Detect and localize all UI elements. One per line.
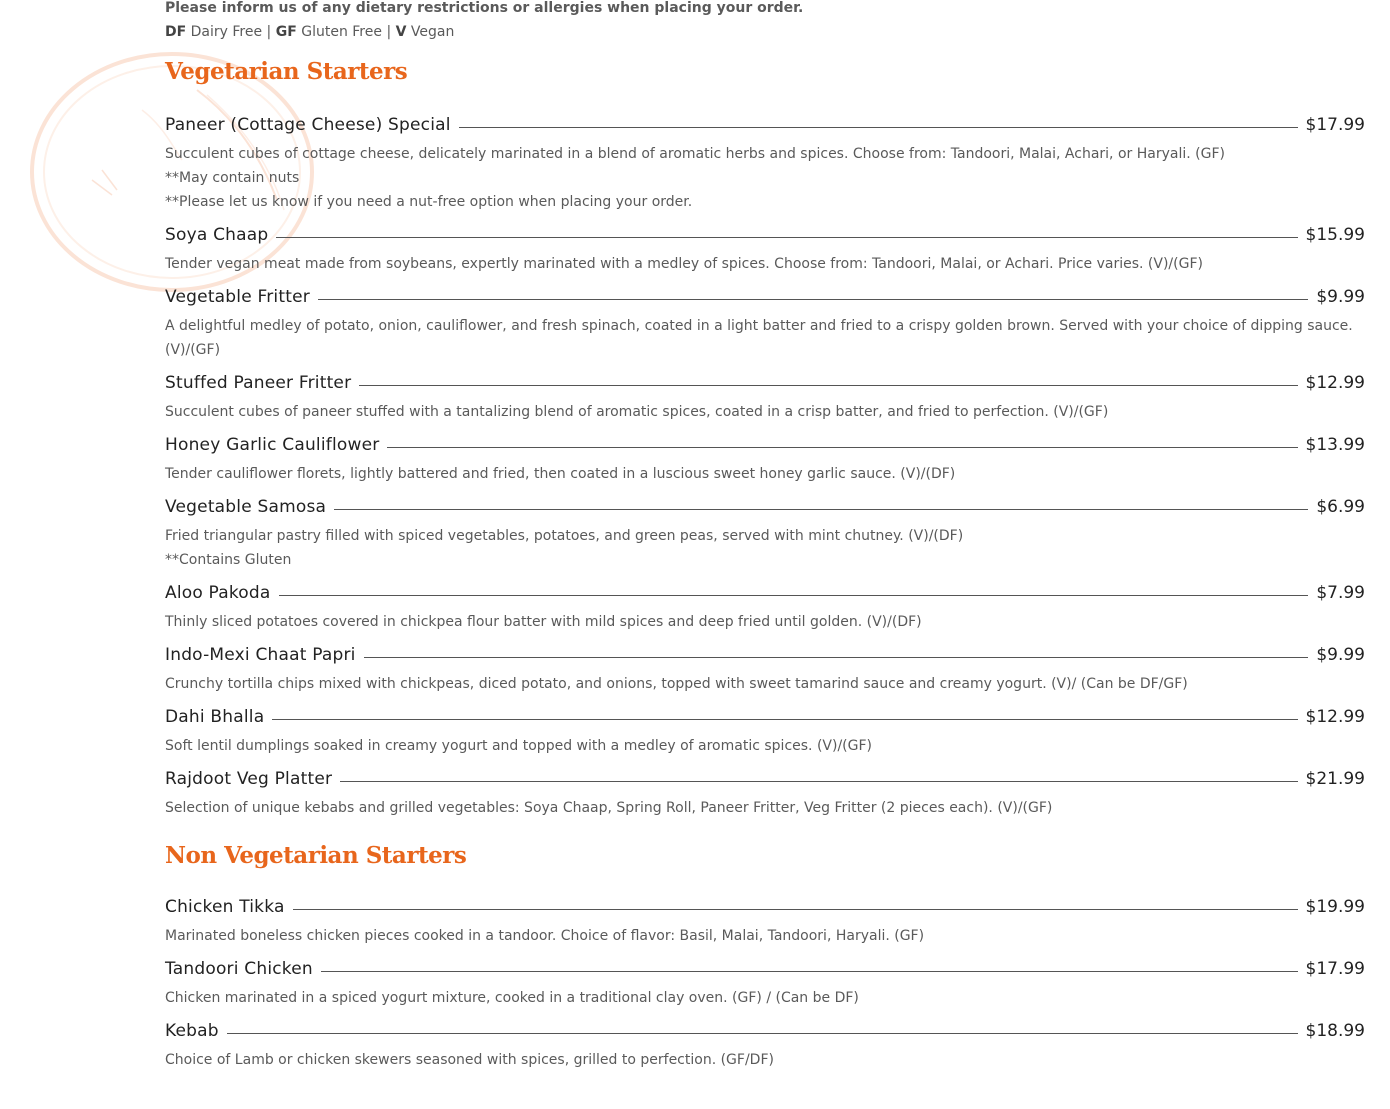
menu-item-name: Vegetable Fritter	[165, 287, 310, 307]
menu-item-price: $9.99	[1316, 645, 1365, 665]
menu-list	[165, 115, 1365, 820]
menu-item	[165, 897, 1365, 948]
menu-item-name: Paneer (Cottage Cheese) Special	[165, 115, 451, 135]
menu-item-name: Indo-Mexi Chaat Papri	[165, 645, 356, 665]
menu-item-price: $18.99	[1305, 1021, 1365, 1041]
menu-item-price: $7.99	[1316, 583, 1365, 603]
menu-item-description: Fried triangular pastry filled with spiced vegetables, potatoes, and green peas, served with mint chutney. (V)/(DF)	[165, 528, 964, 544]
dotted-leader	[318, 299, 1308, 300]
menu-item	[165, 225, 1365, 276]
legend-separator: |	[266, 24, 272, 40]
legend-separator: |	[386, 24, 392, 40]
menu-item-name: Rajdoot Veg Platter	[165, 769, 333, 789]
menu-item-description: Tender vegan meat made from soybeans, expertly marinated with a medley of spices. Choose from: Tandoori, Malai, or Achari. Price varies. (V)/(GF)	[165, 256, 1203, 272]
dietary-legend	[165, 22, 1365, 42]
menu-item-header	[165, 225, 1365, 249]
dotted-leader	[276, 237, 1297, 238]
menu-item-header	[165, 707, 1365, 731]
dotted-leader	[293, 909, 1298, 910]
menu-item	[165, 287, 1365, 362]
menu-item-note: **Please let us know if you need a nut-free option when placing your order.	[165, 194, 693, 210]
menu-item-note: **Contains Gluten	[165, 552, 292, 568]
dotted-leader	[359, 385, 1297, 386]
legend-label-df: Dairy Free	[190, 24, 263, 40]
menu-item	[165, 115, 1365, 214]
menu-item-header	[165, 959, 1365, 983]
menu-item-price: $9.99	[1316, 287, 1365, 307]
legend-code-v: V	[395, 24, 407, 40]
menu-item-description: Succulent cubes of paneer stuffed with a tantalizing blend of aromatic spices, coated in a crisp batter, and fried to perfection. (V)/(GF)	[165, 404, 1109, 420]
menu-item-header	[165, 897, 1365, 921]
menu-item-header	[165, 645, 1365, 669]
dotted-leader	[272, 719, 1297, 720]
menu-item-name: Aloo Pakoda	[165, 583, 271, 603]
menu-item-header	[165, 583, 1365, 607]
dotted-leader	[364, 657, 1309, 658]
menu-item-header	[165, 1021, 1365, 1045]
menu-item	[165, 497, 1365, 572]
section-title: Vegetarian Starters	[165, 58, 408, 85]
menu-item-price: $12.99	[1305, 373, 1365, 393]
menu-item-description: A delightful medley of potato, onion, cauliflower, and fresh spinach, coated in a light batter and fried to a crispy golden brown. Served with your choice of dipping sauce. (V)/(GF)	[165, 318, 1353, 358]
menu-item-name: Chicken Tikka	[165, 897, 285, 917]
menu-item-header	[165, 115, 1365, 139]
menu-item-price: $12.99	[1305, 707, 1365, 727]
dotted-leader	[459, 127, 1298, 128]
menu-item-name: Dahi Bhalla	[165, 707, 265, 727]
menu-item-header	[165, 435, 1365, 459]
menu-item-header	[165, 769, 1365, 793]
dotted-leader	[340, 781, 1297, 782]
menu-item	[165, 1021, 1365, 1072]
menu-item	[165, 373, 1365, 424]
menu-item-price: $19.99	[1305, 897, 1365, 917]
section-title: Non Vegetarian Starters	[165, 842, 467, 869]
menu-item-header	[165, 287, 1365, 311]
menu-item	[165, 645, 1365, 696]
menu-item-header	[165, 373, 1365, 397]
menu-item-name: Stuffed Paneer Fritter	[165, 373, 352, 393]
menu-item	[165, 769, 1365, 820]
legend-label-gf: Gluten Free	[301, 24, 382, 40]
menu-item-price: $17.99	[1305, 959, 1365, 979]
menu-item-description: Chicken marinated in a spiced yogurt mixture, cooked in a traditional clay oven. (GF) / (Can be DF)	[165, 990, 859, 1006]
legend-code-df: DF	[165, 24, 187, 40]
menu-item-description: Crunchy tortilla chips mixed with chickpeas, diced potato, and onions, topped with sweet tamarind sauce and creamy yogurt. (V)/ (Can be DF/GF)	[165, 676, 1188, 692]
allergy-notice: Please inform us of any dietary restrictions or allergies when placing your order.	[165, 0, 804, 16]
menu-page	[165, 0, 1365, 1083]
menu-item-description: Marinated boneless chicken pieces cooked in a tandoor. Choice of flavor: Basil, Malai, Tandoori, Haryali. (GF)	[165, 928, 925, 944]
menu-list	[165, 897, 1365, 1072]
menu-item-description: Choice of Lamb or chicken skewers seasoned with spices, grilled to perfection. (GF/DF)	[165, 1052, 774, 1068]
menu-item-description: Tender cauliflower florets, lightly battered and fried, then coated in a luscious sweet honey garlic sauce. (V)/(DF)	[165, 466, 956, 482]
menu-item-price: $13.99	[1305, 435, 1365, 455]
menu-item	[165, 435, 1365, 486]
menu-item-note: **May contain nuts	[165, 170, 300, 186]
dotted-leader	[279, 595, 1309, 596]
menu-item-price: $15.99	[1305, 225, 1365, 245]
menu-item	[165, 583, 1365, 634]
menu-item	[165, 959, 1365, 1010]
dotted-leader	[387, 447, 1297, 448]
menu-item-description: Soft lentil dumplings soaked in creamy yogurt and topped with a medley of aromatic spices. (V)/(GF)	[165, 738, 872, 754]
menu-item-description: Thinly sliced potatoes covered in chickpea flour batter with mild spices and deep fried until golden. (V)/(DF)	[165, 614, 922, 630]
menu-item-price: $17.99	[1305, 115, 1365, 135]
menu-sections	[165, 59, 1365, 1072]
dotted-leader	[334, 509, 1308, 510]
menu-item-description: Succulent cubes of cottage cheese, delicately marinated in a blend of aromatic herbs and spices. Choose from: Tandoori, Malai, Achari, or Haryali. (GF)	[165, 146, 1225, 162]
legend-code-gf: GF	[275, 24, 297, 40]
legend-label-v: Vegan	[410, 24, 455, 40]
menu-item-name: Tandoori Chicken	[165, 959, 313, 979]
menu-item-name: Honey Garlic Cauliflower	[165, 435, 380, 455]
menu-item-name: Vegetable Samosa	[165, 497, 327, 517]
dotted-leader	[227, 1033, 1298, 1034]
menu-item-name: Soya Chaap	[165, 225, 269, 245]
menu-item-header	[165, 497, 1365, 521]
menu-item-price: $21.99	[1305, 769, 1365, 789]
menu-item-description: Selection of unique kebabs and grilled vegetables: Soya Chaap, Spring Roll, Paneer Fritter, Veg Fritter (2 pieces each). (V)/(GF)	[165, 800, 1053, 816]
dotted-leader	[321, 971, 1298, 972]
menu-item	[165, 707, 1365, 758]
menu-item-name: Kebab	[165, 1021, 219, 1041]
menu-item-price: $6.99	[1316, 497, 1365, 517]
